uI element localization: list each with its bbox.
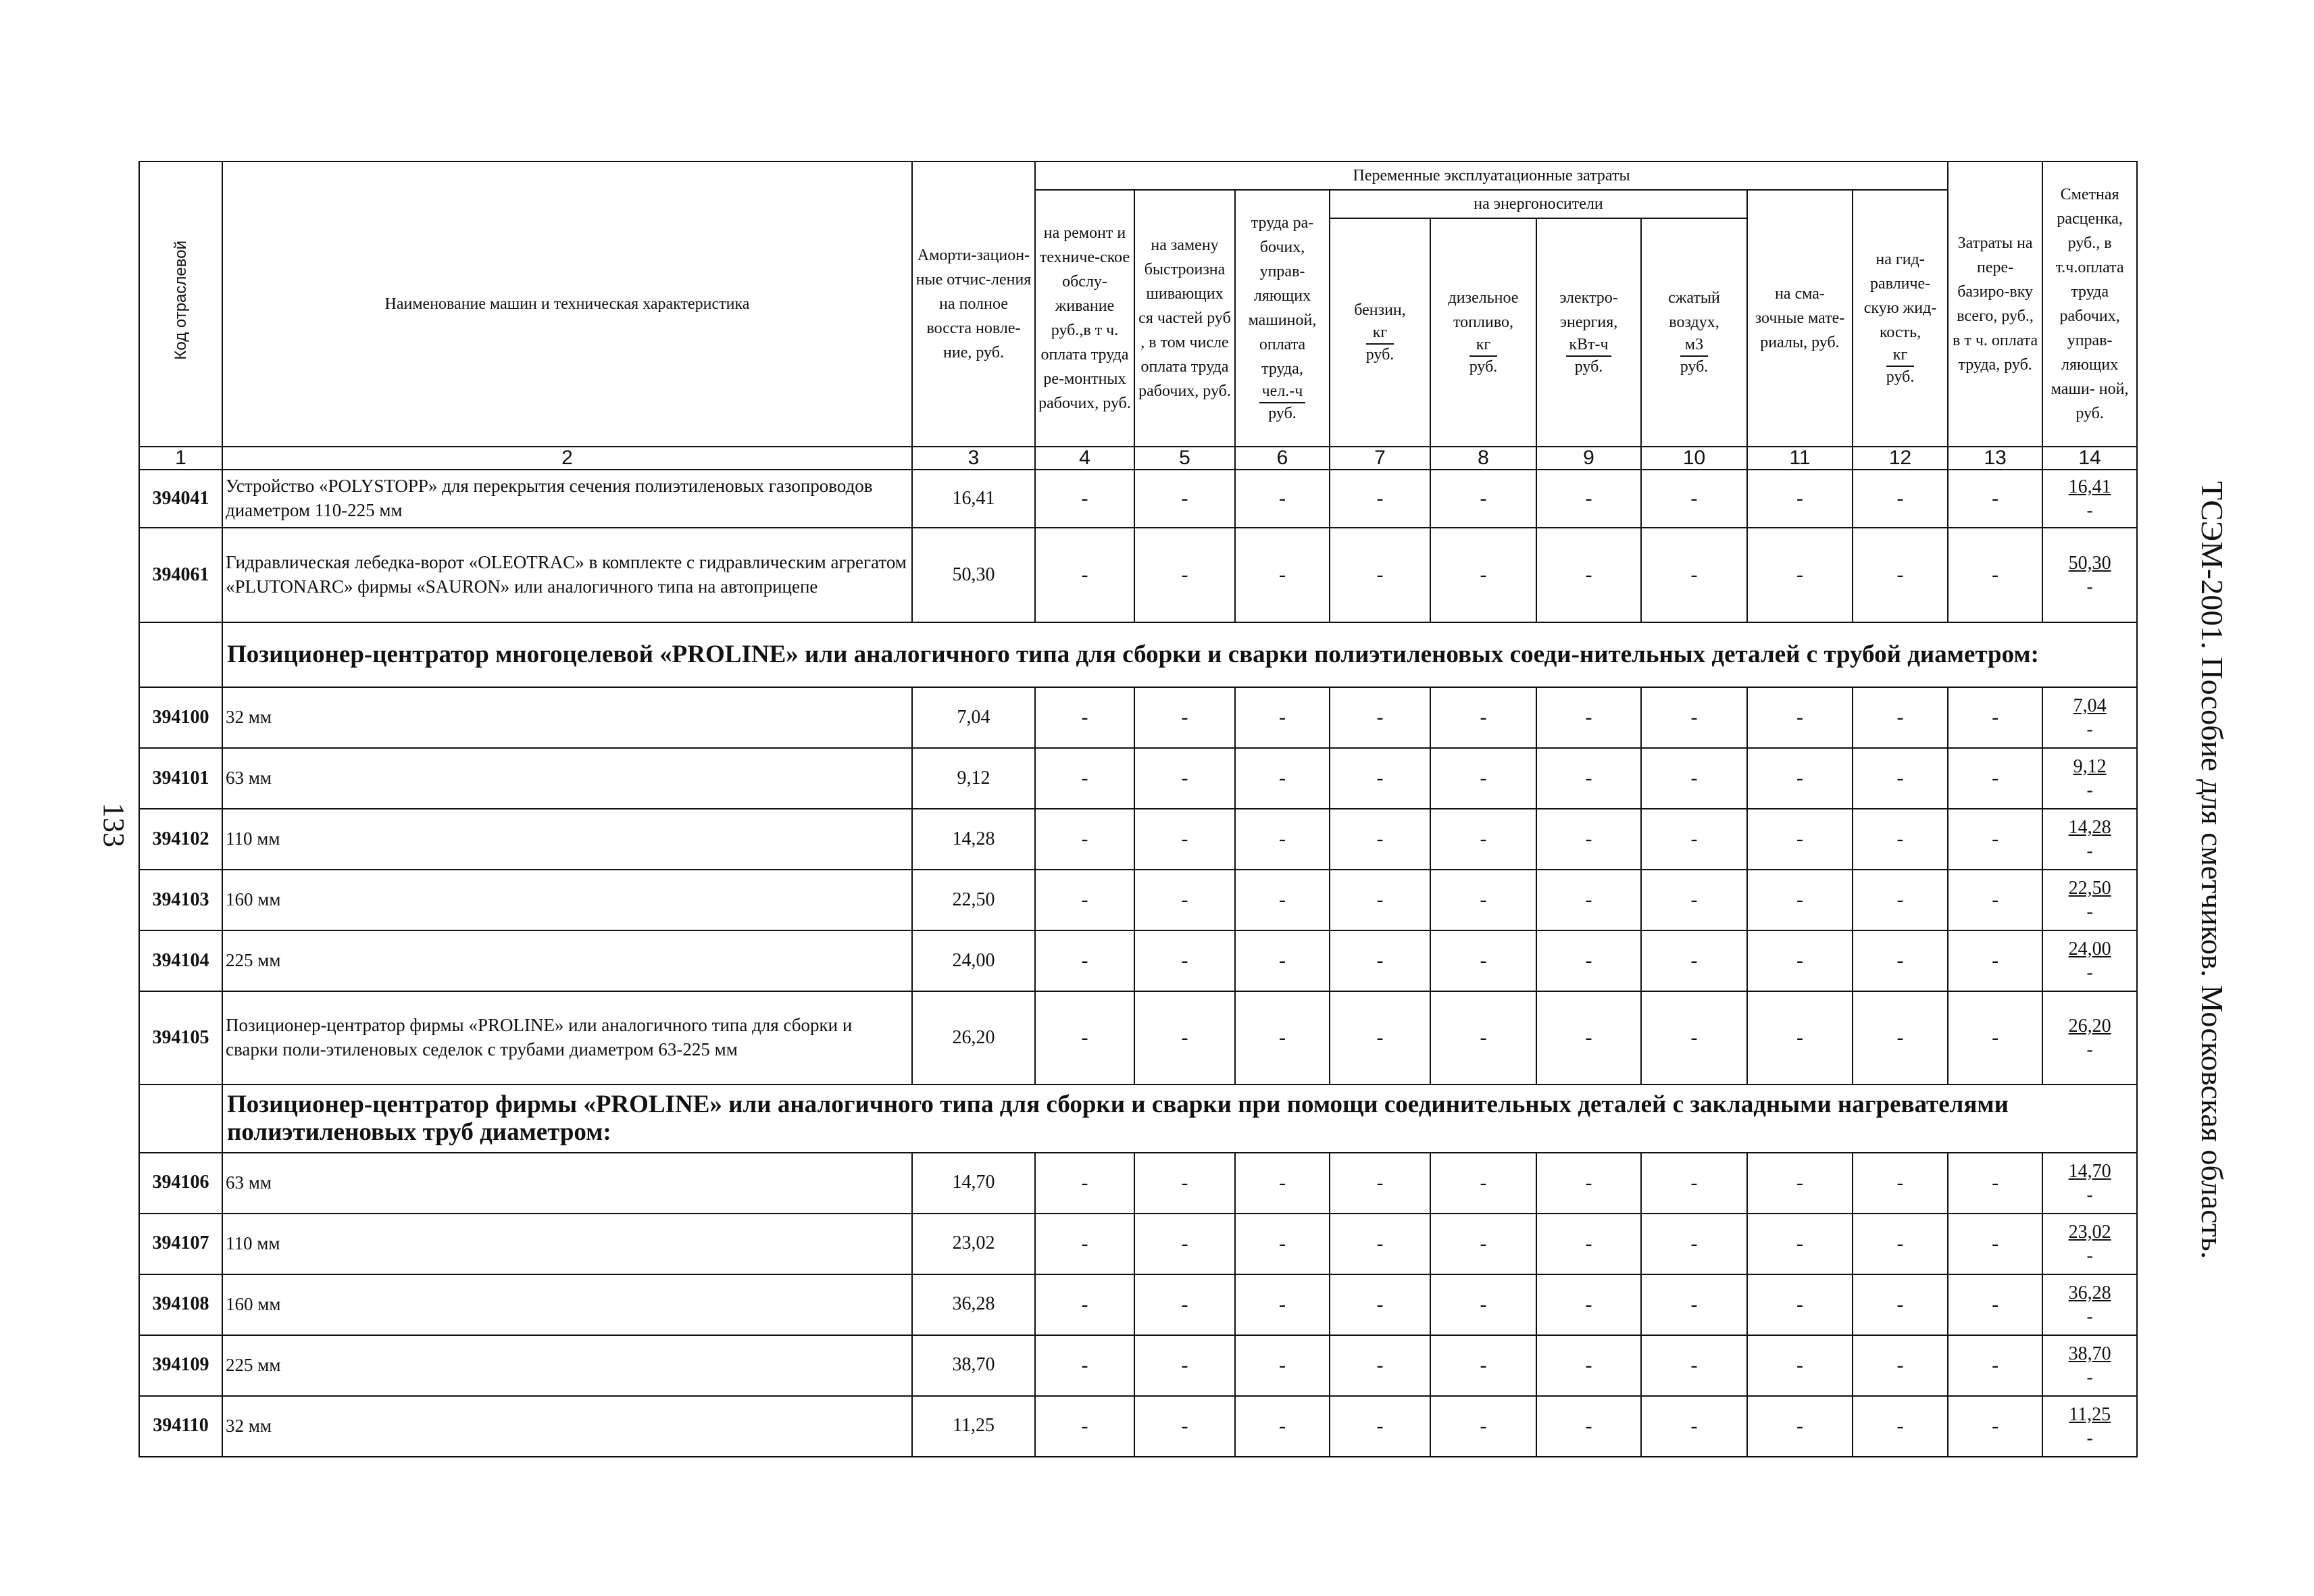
header-name: Наименование машин и техническая характеристика [222, 161, 912, 447]
empty-value: - [1853, 470, 1948, 528]
empty-value: - [1430, 748, 1536, 809]
empty-value: - [1747, 687, 1853, 748]
empty-value: - [1641, 1153, 1747, 1214]
machine-code: 394104 [139, 930, 222, 991]
empty-value: - [1035, 748, 1134, 809]
machine-code: 394061 [139, 528, 222, 622]
header-replacement: на замену быстроизна шивающих ся частей руб , в том числе оплата труда рабочих, руб. [1134, 190, 1235, 447]
empty-value: - [1330, 1335, 1430, 1396]
empty-value: - [1853, 1396, 1948, 1457]
amortization-value: 26,20 [912, 991, 1035, 1084]
empty-value: - [1641, 930, 1747, 991]
amortization-value: 16,41 [912, 470, 1035, 528]
empty-value: - [1853, 1274, 1948, 1335]
empty-value: - [1747, 991, 1853, 1084]
table-row [139, 748, 2137, 809]
column-number: 14 [2042, 447, 2137, 470]
amortization-value: 14,28 [912, 809, 1035, 870]
empty-value: - [1641, 870, 1747, 930]
column-numbers-row [139, 447, 2137, 470]
empty-value: - [1330, 687, 1430, 748]
empty-value: - [1853, 991, 1948, 1084]
empty-value: - [1641, 991, 1747, 1084]
table-row [139, 991, 2137, 1084]
empty-value: - [1330, 1153, 1430, 1214]
empty-value: - [1235, 870, 1330, 930]
total-rate-value: 38,70 [2068, 1343, 2111, 1364]
empty-value: - [1747, 1396, 1853, 1457]
machine-code: 394105 [139, 991, 222, 1084]
amortization-value: 23,02 [912, 1214, 1035, 1274]
table-row [139, 528, 2137, 622]
empty-value: - [1641, 1396, 1747, 1457]
empty-value: - [1235, 930, 1330, 991]
empty-value: - [1330, 470, 1430, 528]
empty-value: - [1134, 1335, 1235, 1396]
empty-value: - [1747, 748, 1853, 809]
empty-value: - [1134, 809, 1235, 870]
table-row [139, 1153, 2137, 1214]
machine-code: 394107 [139, 1214, 222, 1274]
column-number: 9 [1536, 447, 1641, 470]
total-rate-value: 11,25 [2069, 1403, 2111, 1425]
machine-code: 394101 [139, 748, 222, 809]
empty-value: - [1430, 1396, 1536, 1457]
total-rate-labor: - [2086, 500, 2093, 521]
header-relocation: Затраты на пере-базиро-вку всего, руб., в т ч. оплата труда, руб. [1948, 161, 2042, 447]
empty-value: - [1948, 930, 2042, 991]
column-number: 3 [912, 447, 1035, 470]
empty-value: - [1747, 470, 1853, 528]
empty-value: - [1853, 748, 1948, 809]
empty-value: - [1035, 870, 1134, 930]
machine-code: 394103 [139, 870, 222, 930]
empty-value: - [1430, 1335, 1536, 1396]
empty-value: - [1641, 809, 1747, 870]
machine-name: 63 мм [222, 1153, 912, 1214]
document-side-title: ТСЭМ-2001. Пособие для сметчиков. Московская область. [2195, 481, 2230, 1260]
empty-value: - [1430, 687, 1536, 748]
column-number: 6 [1235, 447, 1330, 470]
amortization-value: 7,04 [912, 687, 1035, 748]
empty-value: - [1035, 1396, 1134, 1457]
machine-name: 160 мм [222, 1274, 912, 1335]
empty-value: - [1747, 1335, 1853, 1396]
table-row [139, 1214, 2137, 1274]
empty-value: - [1747, 809, 1853, 870]
empty-value: - [1536, 1214, 1641, 1274]
empty-value: - [1948, 687, 2042, 748]
machine-name: Позиционер-центратор фирмы «PROLINE» или аналогичного типа для сборки и сварки поли-этиленовых седелок с трубами диаметром 63-225 мм [222, 991, 912, 1084]
empty-value: - [1536, 1274, 1641, 1335]
empty-value: - [1235, 1153, 1330, 1214]
empty-value: - [1035, 1153, 1134, 1214]
total-rate [2042, 991, 2137, 1084]
empty-value: - [1330, 528, 1430, 622]
empty-value: - [1134, 870, 1235, 930]
total-rate-labor: - [2086, 901, 2093, 922]
column-number: 4 [1035, 447, 1134, 470]
empty-value: - [1035, 470, 1134, 528]
empty-value: - [1134, 930, 1235, 991]
table-row [139, 470, 2137, 528]
amortization-value: 22,50 [912, 870, 1035, 930]
empty-value: - [1747, 930, 1853, 991]
empty-value: - [1134, 687, 1235, 748]
empty-value: - [1430, 1153, 1536, 1214]
empty-value: - [1430, 809, 1536, 870]
empty-value: - [1430, 930, 1536, 991]
empty-value: - [1330, 809, 1430, 870]
table-row [139, 809, 2137, 870]
empty-value: - [1235, 687, 1330, 748]
empty-value: - [1536, 1153, 1641, 1214]
machine-rates-table [139, 161, 2138, 1457]
total-rate-labor: - [2086, 1427, 2093, 1449]
empty-value: - [1536, 687, 1641, 748]
empty-value: - [1536, 809, 1641, 870]
machine-name: 32 мм [222, 687, 912, 748]
total-rate-value: 22,50 [2068, 878, 2111, 899]
empty-value: - [1853, 687, 1948, 748]
amortization-value: 50,30 [912, 528, 1035, 622]
empty-value: - [1134, 1153, 1235, 1214]
page-number: 133 [97, 803, 130, 847]
empty-value: - [1035, 809, 1134, 870]
empty-value: - [1235, 528, 1330, 622]
total-rate-labor: - [2086, 1305, 2093, 1327]
total-rate-value: 14,70 [2068, 1160, 2111, 1182]
table-row [139, 930, 2137, 991]
total-rate-value: 23,02 [2068, 1221, 2111, 1243]
header-hydraulic: на гид-равличе-скую жид-кость, $\frac{кг}{\text{руб.}}$ [1853, 190, 1948, 447]
total-rate-labor: - [2086, 780, 2093, 801]
empty-value: - [1134, 1274, 1235, 1335]
empty-value: - [1035, 1274, 1134, 1335]
column-number: 8 [1430, 447, 1536, 470]
empty-value: - [1430, 1214, 1536, 1274]
empty-value: - [1235, 809, 1330, 870]
empty-value: - [1330, 870, 1430, 930]
total-rate [2042, 1396, 2137, 1457]
empty-value: - [1853, 528, 1948, 622]
empty-value: - [1853, 1214, 1948, 1274]
machine-code: 394100 [139, 687, 222, 748]
empty-value: - [1948, 1153, 2042, 1214]
total-rate-value: 50,30 [2068, 553, 2111, 574]
empty-value: - [1536, 870, 1641, 930]
empty-value: - [1747, 1153, 1853, 1214]
total-rate-value: 9,12 [2073, 756, 2107, 777]
empty-value: - [1641, 1274, 1747, 1335]
empty-value: - [1948, 1396, 2042, 1457]
table-row [139, 1335, 2137, 1396]
empty-value: - [1235, 1274, 1330, 1335]
machine-code: 394108 [139, 1274, 222, 1335]
empty-value: - [1948, 1274, 2042, 1335]
empty-value: - [1641, 1335, 1747, 1396]
empty-value: - [1330, 991, 1430, 1084]
empty-value: - [1948, 1335, 2042, 1396]
total-rate [2042, 870, 2137, 930]
total-rate [2042, 528, 2137, 622]
total-rate [2042, 809, 2137, 870]
total-rate [2042, 1153, 2137, 1214]
empty-value: - [1948, 991, 2042, 1084]
machine-name: Гидравлическая лебедка-ворот «OLEOTRAC» в комплекте с гидравлическим агрегатом «PLUTONARC» фирмы «SAURON» или аналогичного типа на автоприцепе [222, 528, 912, 622]
empty-value: - [1235, 748, 1330, 809]
empty-value: - [1641, 528, 1747, 622]
empty-value: - [1536, 1396, 1641, 1457]
empty-value: - [1035, 687, 1134, 748]
total-rate-value: 14,28 [2068, 817, 2111, 838]
section-title: Позиционер-центратор фирмы «PROLINE» или аналогичного типа для сборки и сварки при помощи соединительных деталей с закладными нагревателями полиэтиленовых труб диаметром: [222, 1084, 2137, 1153]
empty-value: - [1235, 1214, 1330, 1274]
table-row [139, 1396, 2137, 1457]
empty-value: - [1948, 1214, 2042, 1274]
column-number: 13 [1948, 447, 2042, 470]
header-electricity: электро-энергия, $\frac{\text{кВт-ч}}{\text{руб.}}$ [1536, 218, 1641, 447]
empty-value: - [1330, 930, 1430, 991]
empty-value: - [1235, 1335, 1330, 1396]
empty-value: - [1430, 470, 1536, 528]
total-rate [2042, 930, 2137, 991]
column-number: 7 [1330, 447, 1430, 470]
empty-value: - [1536, 930, 1641, 991]
header-variable-costs: Переменные эксплуатационные затраты [1035, 161, 1948, 190]
empty-value: - [1330, 1274, 1430, 1335]
empty-value: - [1536, 991, 1641, 1084]
total-rate-labor: - [2086, 1366, 2093, 1388]
total-rate [2042, 1274, 2137, 1335]
empty-value: - [1035, 528, 1134, 622]
empty-value: - [1853, 1335, 1948, 1396]
empty-value: - [1134, 1214, 1235, 1274]
machine-code: 394109 [139, 1335, 222, 1396]
section-code-cell [139, 1084, 222, 1153]
column-number: 1 [139, 447, 222, 470]
table-row [139, 870, 2137, 930]
total-rate-labor: - [2086, 1184, 2093, 1205]
machine-code: 394110 [139, 1396, 222, 1457]
empty-value: - [1430, 870, 1536, 930]
header-energy: на энергоносители [1330, 190, 1747, 218]
machine-code: 394041 [139, 470, 222, 528]
empty-value: - [1948, 870, 2042, 930]
header-diesel: дизельное топливо, $\frac{кг}{\text{руб.}}$ [1430, 218, 1536, 447]
empty-value: - [1641, 470, 1747, 528]
total-rate-value: 16,41 [2068, 476, 2111, 497]
empty-value: - [1747, 870, 1853, 930]
column-number: 5 [1134, 447, 1235, 470]
column-number: 12 [1853, 447, 1948, 470]
amortization-value: 36,28 [912, 1274, 1035, 1335]
header-repair: на ремонт и техниче-ское обслу-живание руб.,в т ч. оплата труда ре-монтных рабочих, руб. [1035, 190, 1134, 447]
table-row [139, 1274, 2137, 1335]
machine-name: 63 мм [222, 748, 912, 809]
empty-value: - [1134, 748, 1235, 809]
header-total-rate: Сметная расценка, руб., в т.ч.оплата труда рабочих, управ-ляющих маши- ной, руб. [2042, 161, 2137, 447]
amortization-value: 24,00 [912, 930, 1035, 991]
machine-name: Устройство «POLYSTOPP» для перекрытия сечения полиэтиленовых газопроводов диаметром 110-225 мм [222, 470, 912, 528]
table-row [139, 687, 2137, 748]
empty-value: - [1948, 528, 2042, 622]
machine-name: 110 мм [222, 809, 912, 870]
header-amortization: Аморти-зацион-ные отчис-ления на полное восста новле-ние, руб. [912, 161, 1035, 447]
empty-value: - [1330, 1214, 1430, 1274]
column-number: 10 [1641, 447, 1747, 470]
empty-value: - [1641, 1214, 1747, 1274]
machine-name: 225 мм [222, 1335, 912, 1396]
total-rate-value: 36,28 [2068, 1282, 2111, 1303]
total-rate-labor: - [2086, 962, 2093, 983]
empty-value: - [1536, 470, 1641, 528]
empty-value: - [1853, 1153, 1948, 1214]
empty-value: - [1235, 1396, 1330, 1457]
empty-value: - [1853, 930, 1948, 991]
empty-value: - [1134, 528, 1235, 622]
empty-value: - [1536, 1335, 1641, 1396]
total-rate-value: 7,04 [2073, 695, 2107, 716]
empty-value: - [1948, 809, 2042, 870]
header-code: Код отраслевой [139, 161, 222, 447]
column-number: 11 [1747, 447, 1853, 470]
empty-value: - [1536, 748, 1641, 809]
machine-name: 110 мм [222, 1214, 912, 1274]
total-rate-labor: - [2086, 576, 2093, 597]
empty-value: - [1747, 1274, 1853, 1335]
section-code-cell [139, 622, 222, 687]
empty-value: - [1235, 470, 1330, 528]
total-rate-value: 24,00 [2068, 939, 2111, 959]
total-rate-value: 26,20 [2068, 1016, 2111, 1037]
amortization-value: 11,25 [912, 1396, 1035, 1457]
total-rate [2042, 687, 2137, 748]
empty-value: - [1330, 1396, 1430, 1457]
empty-value: - [1035, 1335, 1134, 1396]
machine-code: 394106 [139, 1153, 222, 1214]
column-number: 2 [222, 447, 912, 470]
total-rate [2042, 470, 2137, 528]
total-rate [2042, 1214, 2137, 1274]
header-labor: труда ра-бочих, управ-ляющих машиной, оплата труда, $\frac{\text{чел.-ч}}{\text{руб.}}$ [1235, 190, 1330, 447]
empty-value: - [1948, 748, 2042, 809]
section-header-row [139, 622, 2137, 687]
empty-value: - [1035, 991, 1134, 1084]
total-rate-labor: - [2086, 1039, 2093, 1060]
amortization-value: 38,70 [912, 1335, 1035, 1396]
section-header-row [139, 1084, 2137, 1153]
empty-value: - [1134, 470, 1235, 528]
empty-value: - [1747, 1214, 1853, 1274]
empty-value: - [1430, 991, 1536, 1084]
empty-value: - [1035, 930, 1134, 991]
machine-code: 394102 [139, 809, 222, 870]
machine-name: 160 мм [222, 870, 912, 930]
total-rate [2042, 1335, 2137, 1396]
header-compressed-air: сжатый воздух, $\frac{м3}{\text{руб.}}$ [1641, 218, 1747, 447]
empty-value: - [1536, 528, 1641, 622]
empty-value: - [1430, 528, 1536, 622]
empty-value: - [1235, 991, 1330, 1084]
total-rate-labor: - [2086, 1245, 2093, 1266]
empty-value: - [1134, 991, 1235, 1084]
total-rate [2042, 748, 2137, 809]
section-title: Позиционер-центратор многоцелевой «PROLINE» или аналогичного типа для сборки и сварки полиэтиленовых соеди-нительных деталей с трубой диаметром: [222, 622, 2137, 687]
total-rate-labor: - [2086, 841, 2093, 862]
empty-value: - [1948, 470, 2042, 528]
header-lubricants: на сма-зочные мате-риалы, руб. [1747, 190, 1853, 447]
empty-value: - [1853, 809, 1948, 870]
total-rate-labor: - [2086, 719, 2093, 740]
empty-value: - [1134, 1396, 1235, 1457]
empty-value: - [1641, 748, 1747, 809]
empty-value: - [1035, 1214, 1134, 1274]
amortization-value: 14,70 [912, 1153, 1035, 1214]
empty-value: - [1330, 748, 1430, 809]
machine-name: 32 мм [222, 1396, 912, 1457]
empty-value: - [1430, 1274, 1536, 1335]
amortization-value: 9,12 [912, 748, 1035, 809]
empty-value: - [1853, 870, 1948, 930]
empty-value: - [1747, 528, 1853, 622]
header-petrol: бензин, $\frac{кг}{\text{руб.}}$ [1330, 218, 1430, 447]
machine-name: 225 мм [222, 930, 912, 991]
empty-value: - [1641, 687, 1747, 748]
